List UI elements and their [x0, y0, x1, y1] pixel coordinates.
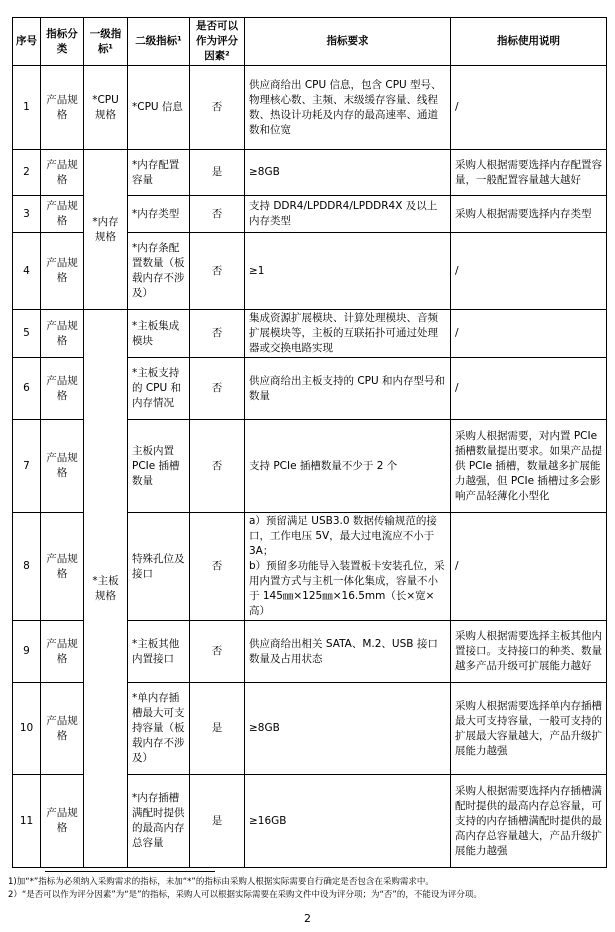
row-level1: *内存规格 [84, 150, 128, 310]
row-no: 11 [13, 775, 41, 868]
row-requirement: 集成资源扩展模块、计算处理模块、音频扩展模块等，主板的互联拓扑可通过处理器或交换电路实现 [245, 310, 451, 358]
row-level2: *内存插槽满配时提供的最高内存总容量 [128, 775, 190, 868]
table-row [13, 66, 607, 150]
row-usage-note: / [451, 358, 607, 420]
row-usage-note: 采购人根据需要选择内存配置容量，一般配置容量越大越好 [451, 150, 607, 196]
footnote-2: 2）“是否可以作为评分因素”为“是”的指标，采购人可以根据实际需要在采购文件中设为评分项；为“否”的，不能设为评分项。 [8, 890, 482, 900]
header-no: 序号 [13, 18, 41, 66]
row-level2: *CPU 信息 [128, 66, 190, 150]
row-requirement: a）预留满足 USB3.0 数据传输规范的接口，工作电压 5V，最大过电流应不小于 3A； b）预留多功能导入装置板卡安装孔位，采用内置方式与主机一体化集成，容量不小于 145㎜×125㎜×16.5mm（长×宽×高） [245, 513, 451, 621]
row-level2: *内存类型 [128, 196, 190, 233]
row-level2: *单内存插槽最大可支持容量（板载内存不涉及） [128, 683, 190, 775]
row-scoring: 否 [190, 420, 245, 513]
row-category: 产品规格 [41, 621, 84, 683]
row-scoring: 否 [190, 196, 245, 233]
table-row [13, 310, 607, 358]
row-usage-note: / [451, 233, 607, 310]
row-category: 产品规格 [41, 683, 84, 775]
row-category: 产品规格 [41, 513, 84, 621]
footnote-1: 1)加“*”指标为必须纳入采购需求的指标，未加“*”的指标由采购人根据实际需要自行确定是否包含在采购需求中。 [8, 877, 434, 887]
row-level2: *内存条配置数量（板载内存不涉及） [128, 233, 190, 310]
row-no: 8 [13, 513, 41, 621]
row-no: 5 [13, 310, 41, 358]
row-level2: 特殊孔位及接口 [128, 513, 190, 621]
row-level1: *CPU规格 [84, 66, 128, 150]
row-scoring: 否 [190, 66, 245, 150]
header-scoring: 是否可以作为评分因素² [190, 18, 245, 66]
row-usage-note: / [451, 66, 607, 150]
row-no: 9 [13, 621, 41, 683]
footnote-separator [45, 871, 215, 872]
row-category: 产品规格 [41, 233, 84, 310]
row-usage-note: 采购人根据需要选择内存类型 [451, 196, 607, 233]
row-scoring: 是 [190, 775, 245, 868]
row-requirement: ≥1 [245, 233, 451, 310]
row-usage-note: / [451, 310, 607, 358]
row-level2: *主板集成模块 [128, 310, 190, 358]
row-scoring: 是 [190, 150, 245, 196]
row-level2: *主板其他内置接口 [128, 621, 190, 683]
row-no: 3 [13, 196, 41, 233]
spec-table [12, 17, 607, 868]
header-level1: 一级指标¹ [84, 18, 128, 66]
row-scoring: 否 [190, 233, 245, 310]
table-header-row [13, 18, 607, 66]
row-requirement: 支持 DDR4/LPDDR4/LPDDR4X 及以上内存类型 [245, 196, 451, 233]
header-requirement: 指标要求 [245, 18, 451, 66]
row-no: 10 [13, 683, 41, 775]
row-no: 1 [13, 66, 41, 150]
row-no: 6 [13, 358, 41, 420]
row-no: 2 [13, 150, 41, 196]
header-level2: 二级指标¹ [128, 18, 190, 66]
row-category: 产品规格 [41, 358, 84, 420]
row-scoring: 否 [190, 513, 245, 621]
row-requirement: 供应商给出主板支持的 CPU 和内存型号和数量 [245, 358, 451, 420]
row-no: 7 [13, 420, 41, 513]
row-level2: *内存配置容量 [128, 150, 190, 196]
row-scoring: 否 [190, 621, 245, 683]
table-row [13, 150, 607, 196]
row-no: 4 [13, 233, 41, 310]
row-category: 产品规格 [41, 310, 84, 358]
row-usage-note: 采购人根据需要选择主板其他内置接口。支持接口的种类、数量越多产品升级可扩展能力越好 [451, 621, 607, 683]
row-scoring: 是 [190, 683, 245, 775]
row-category: 产品规格 [41, 66, 84, 150]
row-category: 产品规格 [41, 420, 84, 513]
page-number: 2 [304, 912, 311, 925]
row-category: 产品规格 [41, 775, 84, 868]
row-level2: *主板支持的 CPU 和内存情况 [128, 358, 190, 420]
row-level1: *主板规格 [84, 310, 128, 868]
row-requirement: 供应商给出相关 SATA、M.2、USB 接口数量及占用状态 [245, 621, 451, 683]
row-requirement: 支持 PCIe 插槽数量不少于 2 个 [245, 420, 451, 513]
row-usage-note: / [451, 513, 607, 621]
row-category: 产品规格 [41, 150, 84, 196]
row-usage-note: 采购人根据需要，对内置 PCIe 插槽数量提出要求。如果产品提供 PCIe 插槽，数量越多扩展能力越强，但 PCIe 插槽过多会影响产品轻薄化小型化 [451, 420, 607, 513]
row-requirement: ≥8GB [245, 150, 451, 196]
row-requirement: ≥8GB [245, 683, 451, 775]
header-usage-note: 指标使用说明 [451, 18, 607, 66]
row-usage-note: 采购人根据需要选择单内存插槽最大可支持容量，一般可支持的扩展最大容量越大，产品升级扩展能力越强 [451, 683, 607, 775]
row-scoring: 否 [190, 310, 245, 358]
header-category: 指标分类 [41, 18, 84, 66]
row-requirement: 供应商给出 CPU 信息，包含 CPU 型号、物理核心数、主频、末级缓存容量、线程数、热设计功耗及内存的最高速率、通道数和位宽 [245, 66, 451, 150]
row-level2: 主板内置 PCIe 插槽数量 [128, 420, 190, 513]
row-usage-note: 采购人根据需要选择内存插槽满配时提供的最高内存总容量，可支持的内存插槽满配时提供的最高内存总容量越大，产品升级扩展能力越强 [451, 775, 607, 868]
row-category: 产品规格 [41, 196, 84, 233]
row-scoring: 否 [190, 358, 245, 420]
row-requirement: ≥16GB [245, 775, 451, 868]
